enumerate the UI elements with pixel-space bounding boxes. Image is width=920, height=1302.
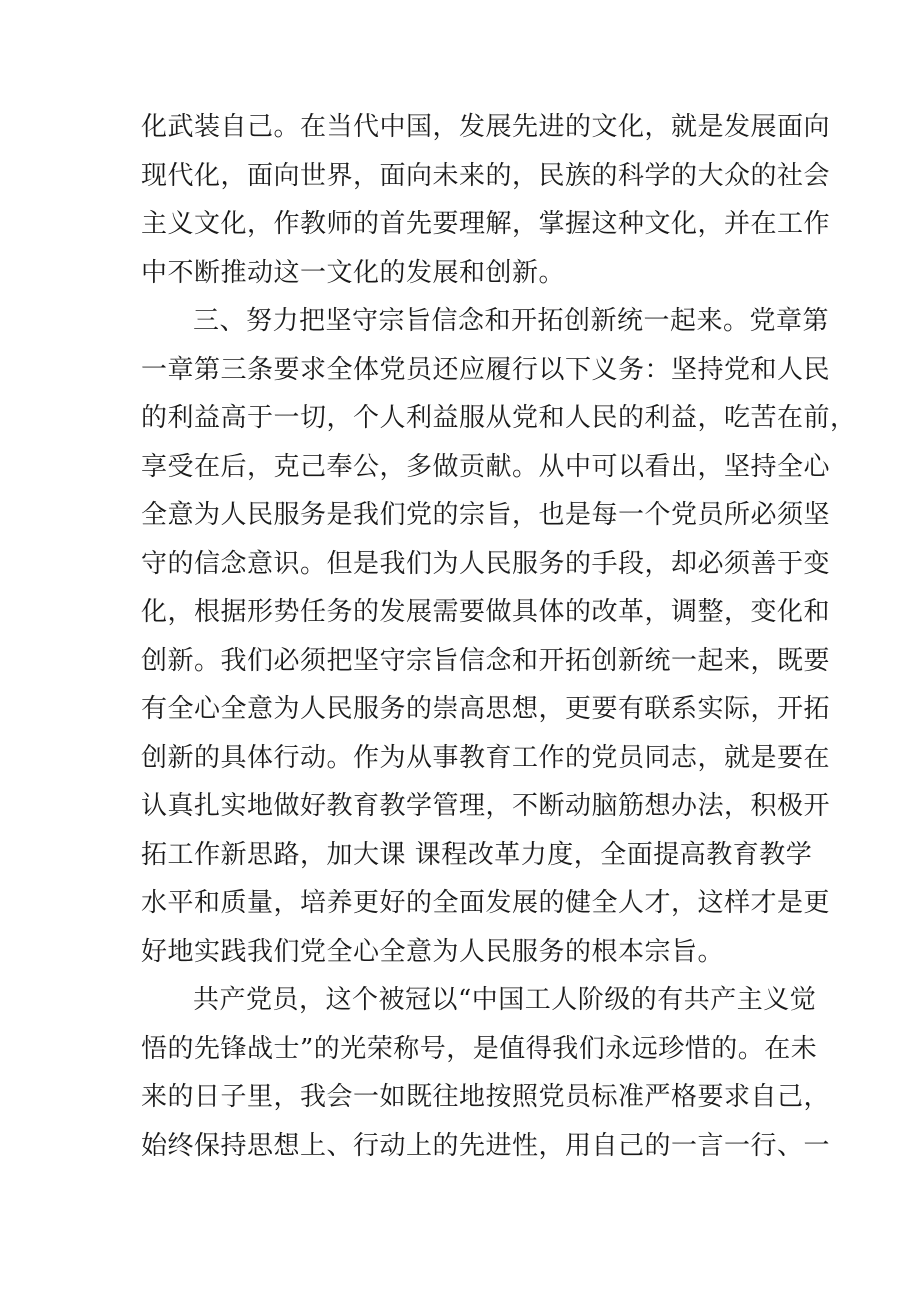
text-line: 有全心全意为人民服务的崇高思想，更要有联系实际，开拓 (141, 694, 831, 724)
text-line: 水平和质量，培养更好的全面发展的健全人才，这样才是更 (141, 888, 831, 918)
text-line: 始终保持思想上、行动上的先进性，用自己的一言一行、一 (141, 1130, 831, 1161)
text-line: 一章第三条要求全体党员还应履行以下义务：坚持党和人民 (141, 354, 831, 385)
text-line: 拓工作新思路，加大课 课程改革力度，全面提高教育教学 (141, 839, 813, 870)
text-line: 现代化，面向世界，面向未来的，民族的科学的大众的社会 (141, 160, 831, 191)
text-line: 守的信念意识。但是我们为人民服务的手段，却必须善于变 (141, 548, 831, 579)
text-line: 创新的具体行动。作为从事教育工作的党员同志，就是要在 (141, 742, 831, 773)
paragraph-first-line: 三、努力把坚守宗旨信念和开拓创新统一起来。党章第 (193, 306, 830, 336)
text-line: 来的日子里，我会一如既往地按照党员标准严格要求自己， (141, 1082, 831, 1112)
text-line: 化武装自己。在当代中国，发展先进的文化，就是发展面向 (141, 112, 831, 142)
text-line: 悟的先锋战士”的光荣称号，是值得我们永远珍惜的。在未 (141, 1033, 818, 1064)
text-line: 主义文化，作教师的首先要理解，掌握这种文化，并在工作 (141, 209, 831, 239)
text-line: 的利益高于一切，个人利益服从党和人民的利益，吃苦在前， (141, 403, 857, 433)
text-line: 化，根据形势任务的发展需要做具体的改革，调整，变化和 (141, 597, 831, 627)
document-body (141, 103, 857, 1170)
text-line: 享受在后，克己奉公，多做贡献。从中可以看出，坚持全心 (141, 451, 831, 482)
text-line: 全意为人民服务是我们党的宗旨，也是每一个党员所必须坚 (141, 500, 831, 530)
text-line: 中不断推动这一文化的发展和创新。 (141, 257, 566, 288)
text-line: 认真扎实地做好教育教学管理，不断动脑筋想办法，积极开 (141, 791, 831, 821)
text-line: 创新。我们必须把坚守宗旨信念和开拓创新统一起来，既要 (141, 645, 831, 676)
text-line: 好地实践我们党全心全意为人民服务的根本宗旨。 (141, 936, 725, 967)
paragraph-first-line: 共产党员，这个被冠以“中国工人阶级的有共产主义觉 (193, 985, 817, 1015)
